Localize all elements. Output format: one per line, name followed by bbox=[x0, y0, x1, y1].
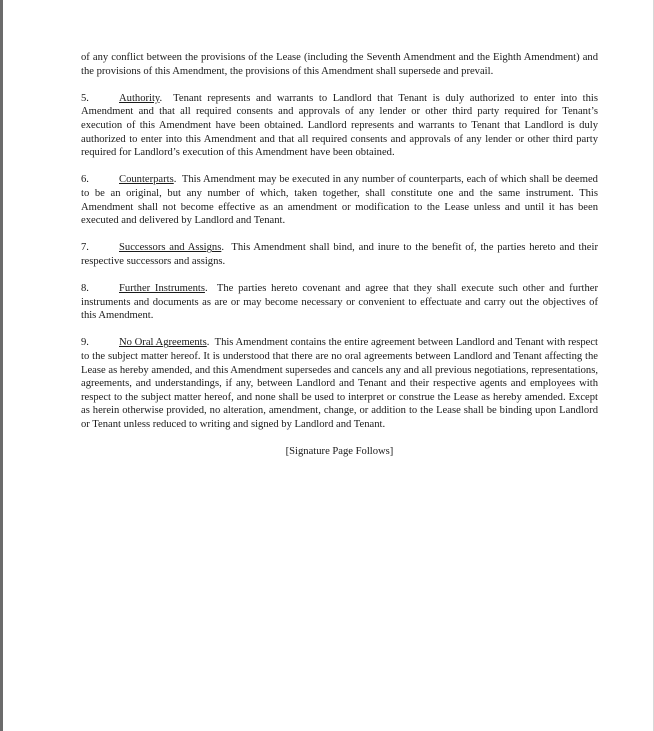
section-heading: Counterparts bbox=[119, 174, 174, 186]
section-no-oral-agreements: 9. No Oral Agreements. This Amendment contains the entire agreement between Landlord and Tenant with respect to the subject matter hereof. It is understood that there are no oral agreements between Landlord and Tenant affecting the Lease as hereby amended, and this Amendment supersedes and cancels any and all previous negotiations, representations, agreements, and understandings, if any, between Landlord and Tenant and their respective agents and employees with respect to the subject matter hereof, and none shall be used to interpret or construe the Lease as hereby amended. Except as herein otherwise provided, no alteration, amendment, change, or addition to the Lease shall be binding upon Landlord or Tenant unless reduced to writing and signed by Landlord and Tenant. bbox=[81, 337, 598, 431]
section-body: The parties hereto covenant and agree that they shall execute such other and further instruments and documents as are or may become necessary or convenient to effectuate and carry out the objectives of this Amendment. bbox=[81, 283, 598, 322]
section-heading: Further Instruments bbox=[119, 283, 205, 295]
signature-page-note: [Signature Page Follows] bbox=[285, 446, 394, 458]
section-body: This Amendment contains the entire agreement between Landlord and Tenant with respect to the subject matter hereof. It is understood that there are no oral agreements between Landlord and Tenant affecting the Lease as hereby amended, and this Amendment supersedes and cancels any and all previous negotiations, representations, agreements, and understandings, if any, between Landlord and Tenant and their respective agents and employees with respect to the subject matter hereof, and none shall be used to interpret or construe the Lease as hereby amended. Except as herein otherwise provided, no alteration, amendment, change, or addition to the Lease shall be binding upon Landlord or Tenant unless reduced to writing and signed by Landlord and Tenant. bbox=[81, 337, 598, 431]
section-body: Tenant represents and warrants to Landlord that Tenant is duly authorized to enter into this Amendment and that all required consents and approvals of any lender or other third party required for Tenant’s execution of this Amendment have been obtained. Landlord represents and warrants to Tenant that Landlord is duly authorized to enter into this Amendment and that all required consents and approvals of any lender or other third party required for Landlord’s execution of this Amendment have been obtained. bbox=[81, 92, 598, 159]
section-further-instruments: 8. Further Instruments. The parties hereto covenant and agree that they shall execute such other and further instruments and documents as are or may become necessary or convenient to effectuate and carry out the objectives of this Amendment. bbox=[81, 283, 598, 322]
section-body: This Amendment may be executed in any number of counterparts, each of which shall be deemed to be an original, but any number of which, taken together, shall constitute one and the same instrument. This Amendment shall not become effective as an amendment or modification to the Lease unless and until it has been executed and delivered by Landlord and Tenant. bbox=[81, 174, 598, 227]
intro-paragraph: of any conflict between the provisions of the Lease (including the Seventh Amendment and the Eighth Amendment) and the provisions of this Amendment, the provisions of this Amendment shall supersede and prevail. bbox=[81, 52, 598, 77]
section-number: 9. bbox=[81, 337, 89, 349]
section-authority: 5. Authority. Tenant represents and warrants to Landlord that Tenant is duly authorized to enter into this Amendment and that all required consents and approvals of any lender or other third party required for Tenant’s execution of this Amendment have been obtained. Landlord represents and warrants to Tenant that Landlord is duly authorized to enter into this Amendment and that all required consents and approvals of any lender or other third party required for Landlord’s execution of this Amendment have been obtained. bbox=[81, 92, 598, 159]
section-number: 7. bbox=[81, 242, 89, 254]
section-number: 5. bbox=[81, 92, 89, 104]
section-successors-and-assigns: 7. Successors and Assigns. This Amendment shall bind, and inure to the benefit of, the parties hereto and their respective successors and assigns. bbox=[81, 242, 598, 267]
section-heading: Authority bbox=[119, 92, 160, 104]
section-counterparts: 6. Counterparts. This Amendment may be executed in any number of counterparts, each of which shall be deemed to be an original, but any number of which, taken together, shall constitute one and the same instrument. This Amendment shall not become effective as an amendment or modification to the Lease unless and until it has been executed and delivered by Landlord and Tenant. bbox=[81, 174, 598, 227]
section-number: 6. bbox=[81, 174, 89, 186]
section-heading: Successors and Assigns bbox=[119, 242, 222, 254]
section-body: This Amendment shall bind, and inure to the benefit of, the parties hereto and their respective successors and assigns. bbox=[81, 242, 598, 267]
section-number: 8. bbox=[81, 283, 89, 295]
section-heading: No Oral Agreements bbox=[119, 337, 207, 349]
viewer-left-border bbox=[0, 0, 3, 731]
document-page bbox=[81, 51, 598, 472]
